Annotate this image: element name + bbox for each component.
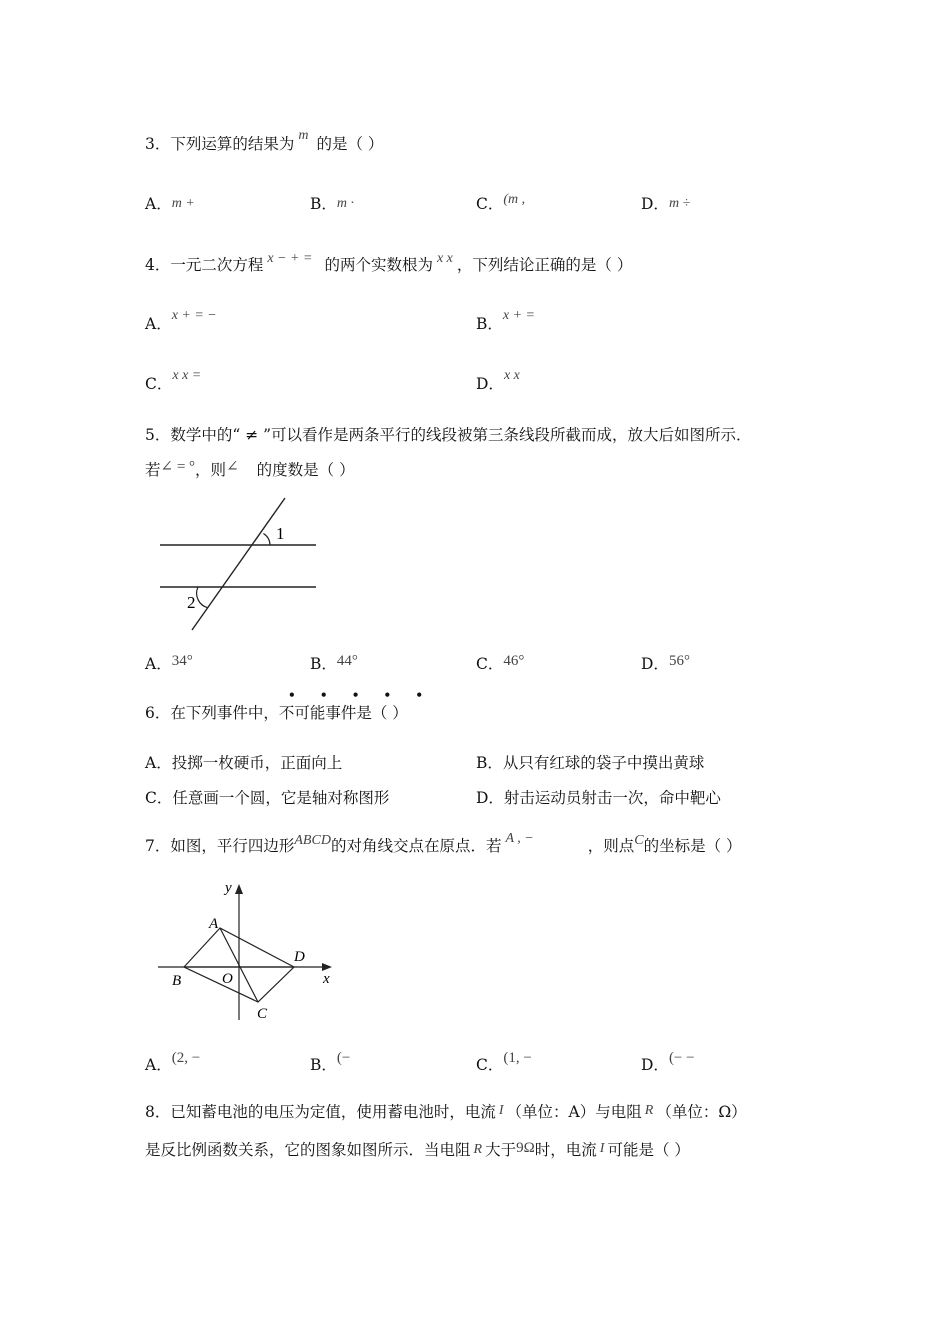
q8-stem-line2 [145, 1138, 690, 1160]
q8-line1-text-c: （单位：Ω） [656, 1103, 747, 1121]
q4-option-d-expr: x x [503, 368, 520, 383]
q7-label-d: D [294, 949, 305, 965]
q3-option-a [145, 192, 195, 214]
q8-line2-value: 9Ω [516, 1140, 535, 1156]
q4-stem-text-b: 的两个实数根为 [324, 256, 433, 274]
q4-option-c [145, 368, 202, 394]
q5-option-a-value: 34° [171, 653, 193, 669]
q7-option-c-label: C． [476, 1056, 504, 1074]
q3-option-a-label: A． [145, 195, 172, 213]
q5-transversal-line [192, 498, 285, 630]
q3-option-b-expr: m · [336, 196, 355, 211]
q5-option-d-value: 56° [668, 653, 690, 669]
q5-stem-if: 若 [145, 461, 161, 479]
q5-option-c-value: 46° [503, 653, 525, 669]
q5-option-d-label: D． [641, 655, 669, 673]
q8-line1-text-a: 8．已知蓄电池的电压为定值，使用蓄电池时，电流 [145, 1103, 496, 1121]
q7-option-a-value: (2, − [171, 1050, 201, 1066]
q8-stem-line1 [145, 1100, 747, 1122]
q8-line1-current: I [498, 1103, 504, 1118]
q3-stem-text-a: 3．下列运算的结果为 [145, 135, 295, 153]
q5-option-a [145, 652, 193, 674]
q5-stem-question: 的度数是（ ） [256, 461, 355, 479]
q8-line2-text-a: 是反比例函数关系，它的图象如图所示．当电阻 [145, 1141, 471, 1159]
q7-option-d-value: (− − [668, 1050, 695, 1066]
q4-option-d-label: D． [476, 375, 504, 393]
q7-label-x: x [323, 971, 330, 987]
q5-option-d [641, 652, 690, 674]
q4-stem-equation: x − + = [267, 251, 313, 266]
q7-stem-text-a: 7．如图，平行四边形 [145, 837, 295, 855]
q7-option-c-value: (1, − [503, 1050, 532, 1066]
q5-stem-line2 [145, 458, 355, 480]
q7-stem-text-b: 的对角线交点在原点．若 [330, 837, 502, 855]
q5-option-a-label: A． [145, 655, 172, 673]
q7-stem-abcd: ABCD [294, 833, 331, 848]
q5-option-b [310, 652, 358, 674]
q5-option-c-label: C． [476, 655, 504, 673]
q4-option-b-label: B． [476, 315, 503, 333]
q7-option-c [476, 1050, 532, 1075]
q7-y-axis-arrow [235, 884, 243, 894]
q7-stem-point-a: A , − [505, 831, 534, 846]
q3-option-d [641, 192, 690, 214]
q7-option-a [145, 1050, 201, 1075]
q3-option-a-expr: m + [171, 196, 195, 211]
q4-stem [145, 253, 632, 275]
q7-x-axis-arrow [322, 963, 332, 971]
q8-line1-resistance: R [644, 1103, 654, 1118]
q6-option-d: D．射击运动员射击一次，命中靶心 [476, 789, 721, 807]
q7-option-a-label: A． [145, 1056, 172, 1074]
q3-option-c-label: C． [476, 195, 504, 213]
q4-option-a-label: A． [145, 315, 172, 333]
q4-stem-text-a: 4．一元二次方程 [145, 256, 264, 274]
q4-option-b-expr: x + = [502, 308, 535, 323]
q5-stem-angle1: ∠ = ° [160, 459, 196, 475]
q5-stem-angle2: ∠ [226, 459, 239, 475]
q6-emphasis-dots: • • • • • [288, 688, 434, 702]
q4-option-d [476, 368, 520, 394]
q4-option-a-expr: x + = − [171, 308, 217, 323]
q5-figure [150, 490, 330, 635]
q6-option-c: C．任意画一个圆，它是轴对称图形 [145, 789, 390, 807]
q8-line2-text-b: 大于 [485, 1141, 517, 1159]
q7-label-y: y [225, 880, 232, 896]
q4-option-c-label: C． [145, 375, 173, 393]
q3-stem-text-b: 的是（ ） [316, 135, 384, 153]
q3-option-b [310, 192, 354, 214]
q5-option-b-label: B． [310, 655, 337, 673]
q3-option-c-expr: (m , [503, 192, 526, 207]
q8-line2-current: I [599, 1141, 605, 1156]
q5-angle1-label: 1 [276, 524, 285, 543]
q7-option-d [641, 1050, 695, 1075]
q5-stem-then: ，则 [195, 461, 227, 479]
q3-option-d-expr: m ÷ [668, 196, 691, 211]
q5-angle2-arc [197, 587, 208, 608]
q3-stem [145, 128, 384, 154]
q7-option-b-label: B． [310, 1056, 337, 1074]
q4-option-b [476, 308, 535, 334]
q5-stem-line1: 5．数学中的“ ≠ ”可以看作是两条平行的线段被第三条线段所截而成，放大后如图所示． [145, 426, 752, 444]
q3-stem-m: m [298, 128, 309, 143]
q5-angle2-label: 2 [187, 593, 196, 612]
q6-option-a: A．投掷一枚硬币，正面向上 [145, 754, 343, 772]
q7-label-c: C [257, 1006, 268, 1022]
q5-option-b-value: 44° [336, 653, 358, 669]
q8-line1-text-b: （单位：A）与电阻 [506, 1103, 642, 1121]
q7-option-b-value: (− [336, 1050, 351, 1066]
q5-option-c [476, 652, 524, 674]
q8-line2-resistance: R [473, 1142, 483, 1157]
q3-option-d-label: D． [641, 195, 669, 213]
q8-line2-text-c: 时，电流 [534, 1141, 597, 1159]
q4-option-c-expr: x x = [172, 368, 202, 383]
q4-stem-text-c: ，下列结论正确的是（ ） [456, 256, 633, 274]
q7-label-o: O [222, 971, 233, 987]
q7-option-b [310, 1050, 351, 1075]
q7-label-a: A [209, 916, 219, 932]
q4-stem-roots: x x [436, 251, 453, 266]
q7-stem [145, 831, 742, 856]
q7-stem-text-d: 的坐标是（ ） [643, 837, 742, 855]
q8-line2-text-d: 可能是（ ） [607, 1141, 690, 1159]
q7-option-d-label: D． [641, 1056, 669, 1074]
q6-stem: 6．在下列事件中，不可能事件是（ ） [145, 704, 408, 722]
q7-stem-text-c: ，则点 [587, 837, 635, 855]
q3-option-c [476, 192, 525, 214]
q7-figure [150, 870, 350, 1030]
q7-label-b: B [172, 973, 182, 989]
q3-option-b-label: B． [310, 195, 337, 213]
q5-angle1-arc [263, 534, 270, 546]
q7-stem-point-c: C [634, 833, 644, 848]
q4-option-a [145, 308, 217, 334]
q6-option-b: B．从只有红球的袋子中摸出黄球 [476, 754, 705, 772]
